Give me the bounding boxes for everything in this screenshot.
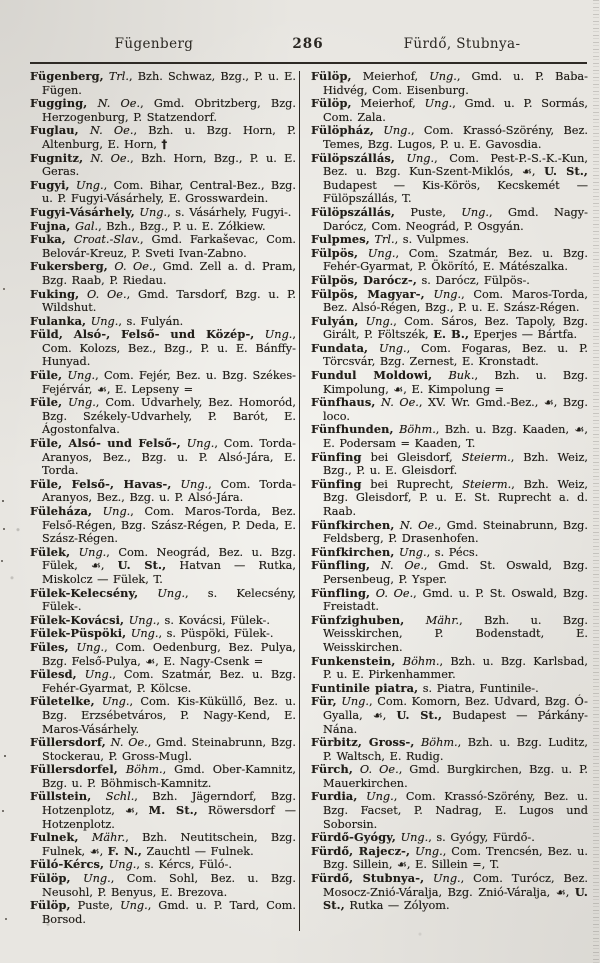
entry-text: U. St., [117, 558, 167, 573]
entry-text: , [382, 708, 397, 722]
entry-text: N. Oe. [78, 124, 134, 138]
entry-text: , E. Nagy-Csenk = [155, 654, 264, 668]
entry-text: Ung. [395, 831, 429, 845]
gazetteer-entry [311, 70, 588, 97]
gazetteer-entry [30, 437, 296, 478]
entry-text: Ung. [424, 97, 453, 111]
entry-text: Fürdő, Rajecz-, [311, 843, 411, 858]
header-rule [30, 62, 587, 64]
entry-text: N. Oe. [87, 97, 141, 111]
running-header [30, 36, 586, 52]
entry-text: Fugyi-Vásárhely, [30, 204, 135, 219]
entry-text: , Gmd. St. Oswald, Bzg. Persenbeug, P. Ysper. [323, 559, 588, 586]
gazetteer-entry [30, 179, 296, 206]
entry-text: Fülpös, Magyar-, [311, 286, 425, 301]
entry-text: Ung. [120, 899, 148, 913]
entry-text: Ung. [336, 695, 369, 709]
entry-text: , s. Kelecsény, Fülek-. [42, 586, 297, 614]
gazetteer-entry [30, 546, 296, 587]
left-margin-specks [2, 500, 4, 502]
entry-text: Ung. [138, 586, 186, 600]
entry-text: , Com. Fejér, Bez. u. Bzg. Székes-Fejérvár, [42, 369, 296, 396]
gazetteer-entry [30, 505, 296, 546]
gazetteer-entry [311, 247, 588, 274]
entry-text: Ung. [126, 627, 159, 641]
entry-text: Fulpmes, [311, 232, 370, 247]
gazetteer-entry [30, 369, 296, 396]
page-number: 286 [292, 36, 324, 52]
gazetteer-entry [311, 152, 588, 206]
gazetteer-entry [311, 845, 588, 872]
entry-text: Zauchtl — Fulnek. [141, 844, 254, 858]
entry-text: , Gmd. Zell a. d. Pram, Bzg. Raab, P. Riedau. [42, 260, 296, 287]
gazetteer-entry [311, 614, 588, 655]
entry-text: Croat.-Slav. [65, 233, 141, 247]
entry-text: Fülesd, [30, 667, 77, 682]
entry-text: Puste, [395, 205, 462, 219]
entry-text: E. B., [433, 327, 470, 342]
entry-text: , Com. Sohl, Bez. u. Bzg. Neusohl, P. Benyus, E. Brezova. [42, 872, 296, 899]
entry-text: Mähr. [78, 831, 126, 845]
gazetteer-entry [311, 124, 588, 151]
entry-text: Fülek-Kelecsény, [30, 585, 139, 600]
entry-text: , Com. Fogaras, Bez. u. P. Törcsvár, Bzg. Zernest, E. Kronstadt. [323, 341, 588, 369]
entry-text: , Bzh. Weiz, Bzg. Gleisdorf, P. u. E. St. Ruprecht a. d. Raab. [323, 477, 588, 518]
entry-text: , [100, 559, 118, 573]
entry-text: Fundul Moldowi, [311, 368, 433, 383]
entry-text: Ung. [461, 205, 489, 219]
entry-text: , Bzh. Neutitschein, Bzg. Fulnek, [42, 831, 296, 858]
gazetteer-entry [311, 423, 588, 450]
entry-text: Ung. [358, 246, 396, 260]
entry-text: , [565, 885, 575, 899]
gazetteer-entry [311, 97, 588, 124]
gazetteer-entry [30, 97, 296, 124]
header-left-keyword: Fügenberg [114, 36, 194, 52]
entry-text: , Com. Torda-Aranyos, Bez., Bzg. u. P. Alsó-Jára. [42, 477, 296, 505]
entry-text: , Com. Turócz, Bez. Mosocz-Znió-Váralja, Bzg. Znió-Váralja, [323, 872, 588, 899]
entry-text: , s. Gyógy, Fürdő-. [428, 831, 535, 845]
entry-text: Fünfing [311, 449, 362, 464]
gazetteer-entry [311, 233, 588, 247]
entry-text: Funkenstein, [311, 653, 396, 668]
entry-text: N. Oe. [394, 518, 438, 532]
posthorn-icon: ☙ [91, 559, 101, 573]
entry-text: Fülek-Kovácsi, [30, 612, 125, 627]
entry-text: , Bzh. Weiz, Bzg., P. u. E. Gleisdorf. [323, 450, 588, 478]
gazetteer-entry [30, 288, 296, 315]
gazetteer-entry [30, 763, 296, 790]
entry-text: , Com. Udvarhely, Bez. Homoród, Bzg. Székely-Udvarhely, P. Barót, E. Ágostonfalva. [42, 396, 296, 437]
entry-text: Füllstein, [30, 789, 92, 804]
entry-text: Trl. [369, 233, 395, 247]
entry-text: Furdia, [311, 789, 358, 804]
entry-text: Rutka — Zólyom. [344, 899, 450, 913]
entry-text: Ung. [358, 314, 394, 328]
posthorn-icon: ☙ [393, 382, 404, 396]
gazetteer-entry [311, 274, 588, 288]
entry-text: Trl. [103, 70, 129, 83]
entry-text: Fünfkirchen, [311, 544, 395, 559]
entry-text: , s. Vásárhely, Fugyi-. [167, 205, 292, 219]
entry-text: , Com. Kis-Küküllő, Bez. u. Bzg. Erzsébetváros, P. Nagy-Kend, E. Maros-Vásárhely. [42, 695, 296, 736]
entry-text: Ung. [70, 872, 111, 886]
gazetteer-entry [311, 342, 588, 369]
entry-text: Für, [311, 694, 337, 709]
gazetteer-entry [311, 315, 588, 342]
entry-text: , Gmd. u. P. Baba-Hidvég, Com. Eisenburg. [323, 70, 588, 97]
entry-text: Fülek-Püspöki, [30, 626, 127, 641]
gazetteer-entry [311, 790, 588, 831]
entry-text: Füle, Felső-, Havas-, [30, 476, 172, 491]
entry-text: Fürdő, Stubnya-, [311, 871, 425, 886]
entry-text: Fujna, [30, 218, 71, 233]
entry-text: , s. Kovácsi, Fülek-. [156, 613, 270, 627]
entry-text: Fülöp, [30, 871, 71, 886]
entry-text: , Com. Szatmár, Bez. u. Bzg. Fehér-Gyarmat, P. Ökörító, E. Mátészalka. [323, 246, 588, 274]
gazetteer-entry [30, 396, 296, 437]
entry-text: , Gmd. u. P. Tard, Com. Borsod. [42, 899, 296, 926]
gazetteer-entry [311, 546, 588, 560]
entry-text: , Gmd. Burgkirchen, Bzg. u. P. Mauerkirchen. [323, 763, 588, 790]
entry-text: Fulyán, [311, 313, 359, 328]
entry-text: Steierm. [462, 477, 512, 491]
entry-text: Fuking, [30, 286, 80, 301]
entry-text: Fünfzighuben, [311, 612, 405, 627]
entry-text: Budapest — Párkány-Nána. [323, 708, 588, 736]
gazetteer-entry [30, 315, 296, 329]
entry-text: U. St., [544, 164, 588, 179]
entry-text: O. Oe. [107, 260, 153, 274]
entry-text: Ung. [254, 328, 293, 342]
entry-text: , Com. Trencsén, Bez. u. Bzg. Sillein, [323, 844, 588, 872]
entry-text: , Bzh. Schwaz, Bzg., P. u. E. Fügen. [42, 70, 296, 97]
entry-text: Fünfling, [311, 558, 371, 573]
entry-text: , E. Podersam = Kaaden, T. [323, 423, 588, 451]
entry-text: , Bzh., Bzg., P. u. E. Zółkiew. [98, 219, 266, 233]
posthorn-icon: ☙ [145, 654, 156, 668]
entry-text: Ung. [104, 858, 137, 872]
entry-text: Fuka, [30, 232, 66, 247]
gazetteer-entry [30, 70, 296, 97]
gazetteer-entry [311, 559, 588, 586]
entry-text: bei Gleisdorf, [361, 450, 462, 464]
entry-text: , Bzh. u. Bzg. Weisskirchen, P. Bodenstadt, E. Weisskirchen. [323, 613, 588, 654]
gazetteer-entry [311, 288, 588, 315]
posthorn-icon: ☙ [543, 396, 554, 410]
entry-text: Steierm. [461, 450, 511, 464]
entry-text: , Com. Oedenburg, Bez. Pulya, Bzg. Felső-Pulya, [42, 640, 296, 668]
entry-text: Ung. [62, 396, 96, 410]
gazetteer-entry [311, 369, 588, 396]
entry-text: Mähr. [404, 613, 460, 627]
entry-text: , Com. Torda-Aranyos, Bez., Bzg. u. P. Alsó-Jára, E. Torda. [42, 437, 296, 478]
page-edge-scan-noise [593, 0, 599, 963]
entry-text: Ung. [424, 872, 461, 886]
entry-text: Füleháza, [30, 504, 93, 518]
entry-text: Fürch, [311, 762, 353, 777]
entry-text: F. N., [107, 843, 142, 858]
posthorn-icon: ☙ [89, 844, 100, 858]
entry-text: Ung. [70, 545, 107, 559]
gazetteer-entry [30, 124, 296, 151]
entry-text: Ung. [124, 613, 157, 627]
entry-text: , Com. Maros-Torda, Bez. Felső-Régen, Bzg. Szász-Régen, P. Deda, E. Szász-Régen. [42, 505, 296, 546]
entry-text: , Gmd. Steinabrunn, Bzg. Stockerau, P. Gross-Mugl. [42, 736, 296, 763]
entry-text: Füle, [30, 368, 63, 383]
entry-text: Fünfkirchen, [311, 517, 395, 532]
entry-text: Budapest — Kis-Körös, Kecskemét — Fülöpszállás, T. [323, 178, 588, 206]
entry-text: Fülek, [30, 544, 71, 559]
entry-text: , [134, 804, 149, 818]
gazetteer-entry [311, 736, 588, 763]
entry-text: , Gmd. u. P. St. Oswald, Bzg. Freistadt. [323, 586, 588, 614]
entry-text: , XV. Wr. Gmd.-Bez., [418, 396, 544, 410]
text-columns [30, 70, 588, 963]
entry-text: Gal. [70, 219, 99, 233]
gazetteer-entry [311, 396, 588, 423]
entry-text: Füle, [30, 395, 63, 410]
entry-text: Ung. [374, 124, 411, 138]
gazetteer-entry [30, 587, 296, 614]
entry-text: , Com. Komorn, Bez. Udvard, Bzg. Ó-Gyalla, [323, 695, 589, 722]
entry-text: Ung. [62, 369, 96, 383]
gazetteer-entry [30, 668, 296, 695]
entry-text: Fürdő-Gyógy, [311, 830, 396, 845]
entry-text: Ung. [394, 545, 427, 559]
entry-text: Fünfhaus, [311, 395, 376, 410]
entry-text: Fundata, [311, 340, 369, 355]
entry-text: Hatvan — Rutka, Miskolcz — Fülek, T. [42, 559, 296, 586]
entry-text: Ung. [68, 640, 105, 654]
entry-text: , Gmd. u. P. Sormás, Com. Zala. [323, 97, 588, 124]
entry-text: N. Oe. [375, 396, 419, 410]
gazetteer-entry [30, 152, 296, 179]
entry-text: O. Oe. [79, 287, 127, 301]
entry-text: Füle, Alsó- und Felső-, [30, 436, 181, 451]
entry-text: , s. Kércs, Füló-. [136, 858, 232, 872]
entry-text: O. Oe. [352, 763, 399, 777]
column-divider [299, 71, 300, 931]
entry-text: , Com. Sáros, Bez. Tapoly, Bzg. Girált, P. Föltszék, [323, 314, 588, 342]
gazetteer-entry [30, 736, 296, 763]
entry-text: , Com. Krassó-Szörény, Bez. Temes, Bzg. Lugos, P. u. E. Gavosdia. [323, 124, 588, 151]
entry-text: Ung. [395, 151, 435, 165]
gazetteer-entry [30, 328, 296, 369]
entry-text: Fülöpszállás, [311, 150, 396, 165]
entry-text: , Gmd. Nagy-Darócz, Com. Neográd, P. Osgyán. [323, 205, 588, 233]
entry-text: , [531, 165, 545, 179]
entry-text: U. St., [323, 884, 588, 913]
entry-text: Böhm. [414, 736, 458, 750]
gazetteer-entry [30, 478, 296, 505]
entry-text: Ung. [86, 314, 119, 328]
gazetteer-entry [30, 858, 296, 872]
entry-text: , Gmd. Steinabrunn, Bzg. Feldsberg, P. Drasenhofen. [323, 518, 588, 546]
gazetteer-entry [30, 220, 296, 234]
entry-text: , s. Vulpmes. [394, 233, 470, 247]
cross-icon: † [161, 137, 168, 151]
entry-text: Röwersdorf — Hotzenplotz. [42, 804, 296, 831]
gazetteer-entry [30, 695, 296, 736]
entry-text: , Com. Pest-P.-S.-K.-Kun, Bez. u. Bzg. Kun-Szent-Miklós, [323, 151, 588, 179]
gazetteer-entry [30, 260, 296, 287]
entry-text: Ung. [94, 695, 130, 709]
entry-text: s. Darócz, Fülpös-. [416, 273, 530, 287]
entry-text: M. St., [148, 803, 198, 818]
entry-text: Fünfing [311, 476, 362, 491]
entry-text: , Com. Maros-Torda, Bez. Alsó-Régen, Bzg., P. u. E. Szász-Régen. [323, 287, 589, 315]
entry-text: Ung. [134, 205, 168, 219]
gazetteer-entry [311, 519, 588, 546]
gazetteer-entry [311, 695, 588, 736]
entry-text: Ung. [424, 287, 462, 301]
entry-text: , Gmd. Farkaševac, Com. Belovár-Kreuz, P. Sveti Ivan-Zabno. [42, 233, 296, 260]
gazetteer-entry [311, 872, 588, 913]
entry-text: , Com. Kolozs, Bez., Bzg., P. u. E. Bánffy-Hunyad. [42, 328, 296, 369]
entry-text: Böhm. [393, 423, 436, 437]
entry-text: , Bzh. Jägerndorf, Bzg. Hotzenplotz, [42, 790, 296, 818]
posthorn-icon: ☙ [574, 423, 585, 437]
entry-text: Füles, [30, 639, 69, 654]
entry-text: U. St., [396, 707, 443, 722]
gazetteer-entry [30, 641, 296, 668]
entry-text: , s. Pécs. [426, 545, 479, 559]
entry-text: , Bzh. u. Bzg. Karlsbad, P. u. E. Pirkenhammer. [323, 654, 588, 682]
gazetteer-entry [311, 831, 588, 845]
entry-text: Fünfling, [311, 585, 371, 600]
entry-text: , Bzh. u. Bzg. Horn, P. Altenburg, E. Horn, [42, 124, 296, 151]
entry-text: Fulnek, [30, 830, 79, 845]
entry-text: Ung. [92, 505, 131, 518]
entry-text: , Bzh. Horn, Bzg., P. u. E. Geras. [42, 151, 296, 179]
entry-text: Meierhof, [351, 97, 425, 111]
entry-text: , Gmd. Ober-Kamnitz, Bzg. u. P. Böhmisch-Kamnitz. [42, 763, 296, 790]
entry-text: Füllersdorfel, [30, 762, 118, 777]
entry-text: Fülöp, [311, 69, 352, 83]
entry-text: Fünfhunden, [311, 422, 394, 437]
entry-text: , Gmd. Obritzberg, Bzg. Herzogenburg, P. Statzendorf. [42, 97, 296, 124]
entry-text: Fülpös, [311, 245, 359, 260]
gazetteer-entry [311, 682, 588, 696]
entry-text: Funtinile piatra, [311, 680, 419, 695]
gazetteer-entry [311, 763, 588, 790]
entry-text: Fügenberg, [30, 69, 104, 83]
gazetteer-entry [30, 872, 296, 899]
header-right-keyword: Fürdő, Stubnya- [403, 36, 521, 52]
entry-text: , Bzh. u. Bzg. Kimpolung, [323, 369, 588, 396]
gazetteer-entry [30, 627, 296, 641]
entry-text: Füllersdorf, [30, 735, 106, 750]
posthorn-icon: ☙ [555, 885, 566, 899]
gazetteer-entry [30, 831, 296, 858]
entry-text: , s. Fulyán. [118, 314, 184, 328]
entry-text: Fülpös, Darócz-, [311, 272, 417, 287]
entry-text: Ung. [357, 790, 394, 804]
entry-text: Eperjes — Bártfa. [469, 328, 578, 342]
gazetteer-entry [311, 478, 588, 519]
entry-text: , [99, 844, 108, 858]
entry-text: , E. Lepseny = [106, 382, 194, 396]
entry-text: Fugging, [30, 96, 88, 111]
entry-text: Fülöp, [311, 96, 352, 111]
entry-text: Fülöpház, [311, 123, 374, 138]
gazetteer-entry [30, 206, 296, 220]
entry-text: Fuglau, [30, 123, 79, 138]
entry-text: , E. Kimpolung = [403, 382, 505, 396]
entry-text: , Bzh. u. Bzg. Kaaden, [435, 423, 575, 437]
gazetteer-entry [311, 587, 588, 614]
entry-text: Füld, Alsó-, Felső- und Közép-, [30, 327, 255, 342]
entry-text: Ung. [69, 178, 104, 192]
gazetteer-entry [30, 233, 296, 260]
entry-text: s. Piatra, Funtinile-. [418, 681, 539, 695]
entry-text: Puste, [70, 899, 121, 913]
entry-text: Fületelke, [30, 694, 95, 709]
column-right [311, 70, 588, 963]
entry-text: , Com. Neográd, Bez. u. Bzg. Fülek, [42, 545, 296, 573]
entry-text: Fülöp, [30, 898, 71, 913]
entry-text: , E. Sillein =, T. [406, 858, 500, 872]
entry-text: , s. Püspöki, Fülek-. [158, 627, 274, 641]
entry-text: Fugnitz, [30, 150, 84, 165]
entry-text: , Com. Szatmár, Bez. u. Bzg. Fehér-Gyarmat, P. Kölcse. [42, 668, 296, 695]
gazetteer-entry [311, 206, 588, 233]
entry-text: Fukersberg, [30, 259, 108, 274]
posthorn-icon: ☙ [96, 382, 107, 396]
entry-text: N. Oe. [83, 151, 131, 165]
gazetteer-entry [30, 790, 296, 831]
entry-text: Ung. [171, 477, 209, 491]
entry-text: Fülöpszállás, [311, 204, 396, 219]
entry-text: , Bzh. u. Bzg. Luditz, P. Waltsch, E. Rudig. [323, 736, 588, 763]
posthorn-icon: ☙ [125, 804, 135, 818]
posthorn-icon: ☙ [522, 165, 532, 179]
entry-text: Ung. [410, 844, 443, 858]
entry-text: Böhm. [117, 763, 163, 777]
posthorn-icon: ☙ [372, 708, 383, 722]
entry-text: Meierhof, [351, 70, 430, 83]
entry-text: bei Ruprecht, [361, 477, 463, 491]
entry-text: Fugyi, [30, 177, 70, 192]
entry-text: Böhm. [395, 654, 440, 668]
entry-text: Ung. [368, 341, 407, 355]
entry-text: Fürbitz, Gross-, [311, 735, 415, 750]
posthorn-icon: ☙ [397, 858, 407, 872]
entry-text: Ung. [429, 70, 457, 83]
entry-text: N. Oe. [105, 736, 148, 750]
entry-text: N. Oe. [370, 559, 424, 573]
gazetteer-entry [311, 451, 588, 478]
column-left [30, 70, 296, 963]
gazetteer-entry [30, 614, 296, 628]
entry-text: Buk. [432, 369, 475, 383]
entry-text: Schl. [91, 790, 135, 804]
gazetteer-entry [30, 899, 296, 926]
entry-text: , Com. Krassó-Szörény, Bez. u. Bzg. Facset, P. Nadrag, E. Lugos und Soborsin. [323, 790, 588, 831]
entry-text: , Bzg. loco. [323, 396, 588, 423]
entry-text: , Gmd. Tarsdorf, Bzg. u. P. Wildshut. [42, 287, 296, 315]
entry-text: Ung. [76, 668, 113, 682]
entry-text: Ung. [180, 437, 215, 451]
entry-text: Füló-Kércs, [30, 857, 105, 872]
entry-text: , Com. Bihar, Central-Bez., Bzg. u. P. Fugyi-Vásárhely, E. Grosswardein. [42, 178, 296, 206]
gazetteer-entry [311, 655, 588, 682]
entry-text: O. Oe. [370, 586, 414, 600]
entry-text: Fulanka, [30, 313, 87, 328]
